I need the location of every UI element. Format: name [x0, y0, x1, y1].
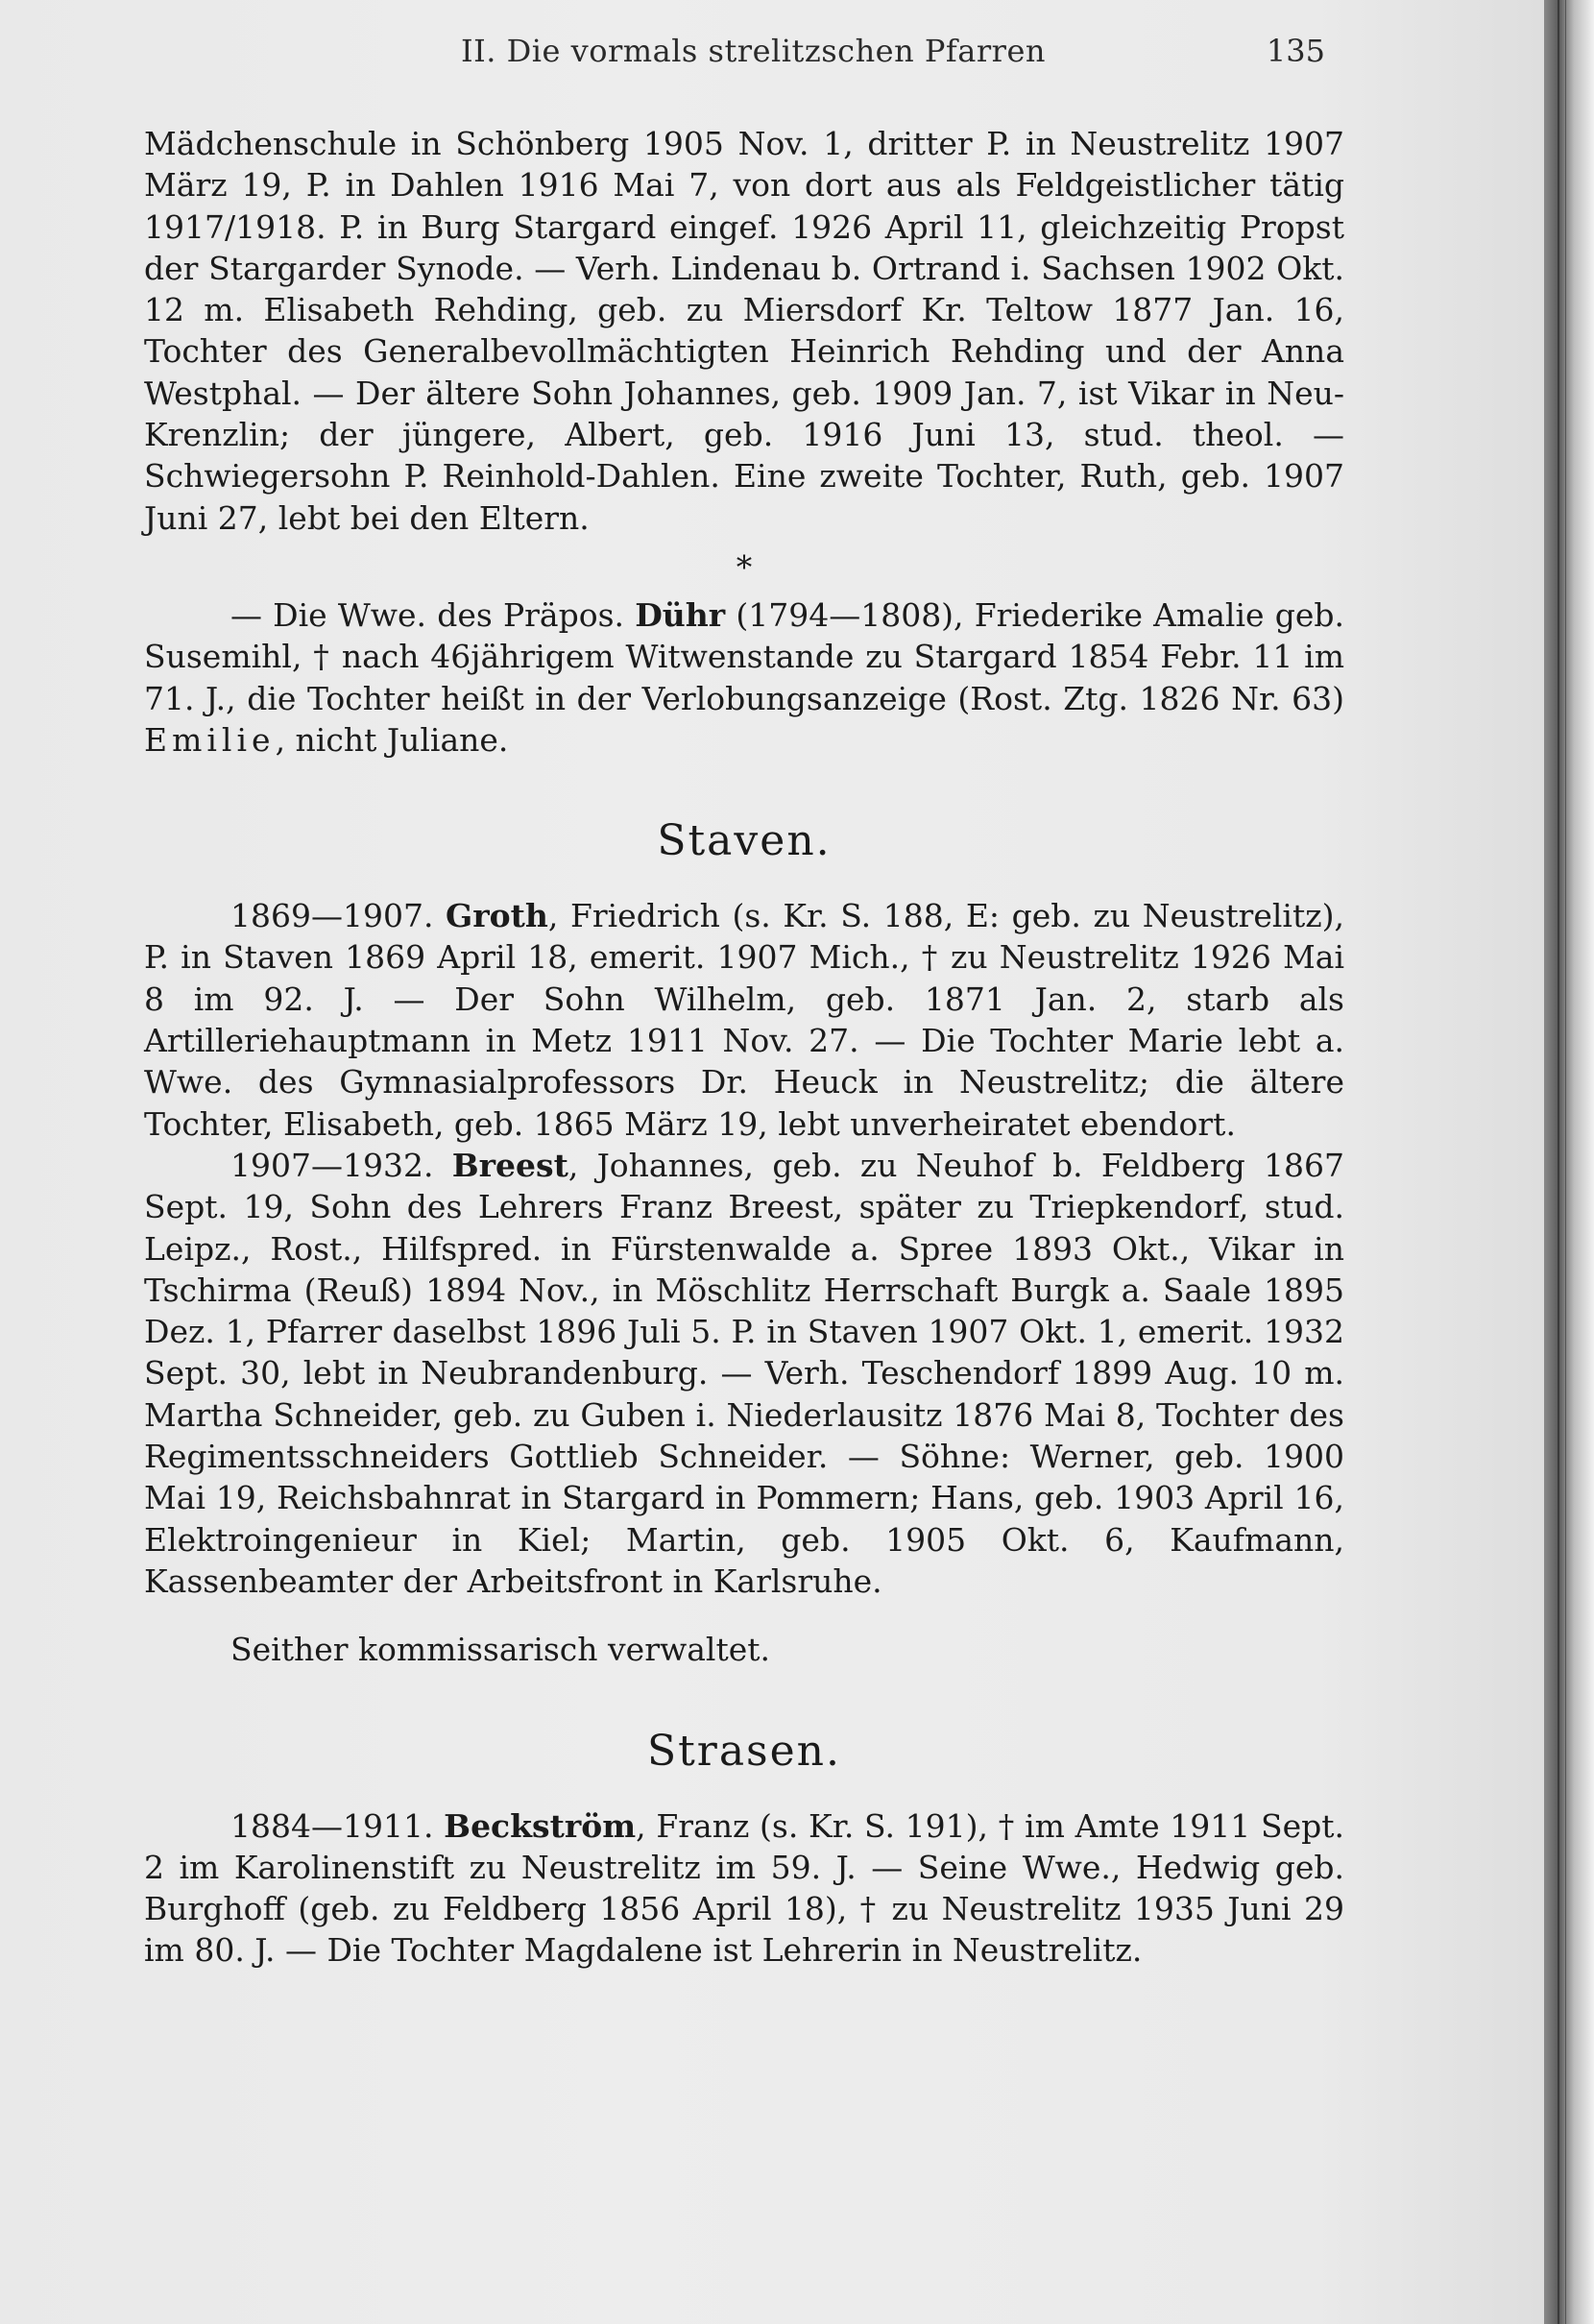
entry-name: Beckström	[444, 1806, 637, 1845]
entry-text: , Johannes, geb. zu Neuhof b. Feldberg 1867 Sept. 19, Sohn des Lehrers Franz Breest, später zu Triepkendorf, stud. Leipz., Rost., Hilfspred. in Fürstenwalde a. Spree 1893 Okt., Vikar in Tschirma (Reuß) 1894 Nov., in Möschlitz Herrschaft Burgk a. Saale 1895 Dez. 1, Pfarrer daselbst 1896 Juli 5. P. in Staven 1907 Okt. 1, emerit. 1932 Sept. 30, lebt in Neubrandenburg. — Verh. Teschendorf 1899 Aug. 10 m. Martha Schneider, geb. zu Guben i. Niederlausitz 1876 Mai 8, Tochter des Regimentsschneiders Gottlieb Schneider. — Söhne: Werner, geb. 1900 Mai 19, Reichsbahnrat in Stargard in Pommern; Hans, geb. 1903 April 16, Elektroingenieur in Kiel; Martin, geb. 1905 Okt. 6, Kaufmann, Kassenbeamter der Arbeitsfront in Karlsruhe.	[144, 1146, 1344, 1600]
note-tail: , nicht Juliane.	[275, 720, 509, 759]
note-name: Dühr	[635, 595, 726, 634]
page-body	[144, 123, 1344, 1972]
note-emphasis: Emilie	[144, 720, 276, 759]
intro-paragraph: Mädchenschule in Schönberg 1905 Nov. 1, dritter P. in Neustrelitz 1907 März 19, P. in Dahlen 1916 Mai 7, von dort aus als Feldgeistlicher tätig 1917/1918. P. in Burg Stargard eingef. 1926 April 11, gleichzeitig Propst der Stargarder Synode. — Verh. Lindenau b. Ortrand i. Sachsen 1902 Okt. 12 m. Elisabeth Rehding, geb. zu Miersdorf Kr. Teltow 1877 Jan. 16, Tochter des Generalbevollmächtigten Heinrich Rehding und der Anna Westphal. — Der ältere Sohn Johannes, geb. 1909 Jan. 7, ist Vikar in Neu-Krenzlin; der jüngere, Albert, geb. 1916 Juni 13, stud. theol. — Schwiegersohn P. Reinhold-Dahlen. Eine zweite Tochter, Ruth, geb. 1907 Juni 27, lebt bei den Eltern.	[144, 125, 1344, 537]
entry-groth	[144, 895, 1344, 1145]
entry-text: , Friedrich (s. Kr. S. 188, E: geb. zu Neustrelitz), P. in Staven 1869 April 18, emerit. 1907 Mich., † zu Neustrelitz 1926 Mai 8 im 92. J. — Der Sohn Wilhelm, geb. 1871 Jan. 2, starb als Artilleriehauptmann in Metz 1911 Nov. 27. — Die Tochter Marie lebt a. Wwe. des Gymnasialprofessors Dr. Heuck in Neustrelitz; die ältere Tochter, Elisabeth, geb. 1865 März 19, lebt unverheiratet ebendort.	[144, 897, 1344, 1143]
entry-name: Breest	[451, 1146, 568, 1184]
running-head	[461, 27, 1325, 75]
entry-beckstroem	[144, 1805, 1344, 1972]
entry-breest	[144, 1145, 1344, 1602]
section-separator: *	[736, 547, 753, 586]
note-paragraph	[144, 594, 1344, 761]
binding-line	[1565, 0, 1566, 2324]
running-head-title: II. Die vormals strelitzschen Pfarren	[461, 33, 1046, 69]
entry-years: 1907—1932.	[230, 1146, 452, 1184]
section-heading-strasen: Strasen.	[646, 1726, 842, 1776]
entry-text: , Franz (s. Kr. S. 191), † im Amte 1911 Sept. 2 im Karolinenstift zu Neustrelitz im 59. J. — Seine Wwe., Hedwig geb. Burghoff (geb. zu Feldberg 1856 April 18), † zu Neustrelitz 1935 Juni 29 im 80. J. — Die Tochter Magdalene ist Lehrerin in Neustrelitz.	[144, 1806, 1344, 1970]
note-rest: (1794—1808), Friederike Amalie geb. Susemihl, † nach 46jährigem Witwenstande zu Stargard 1854 Febr. 11 im 71. J., die Tochter heißt in der Verlobungsanzeige (Rost. Ztg. 1826 Nr. 63)	[144, 595, 1344, 717]
note-lead: — Die Wwe. des Präpos.	[230, 595, 636, 634]
section-heading-staven: Staven.	[657, 816, 832, 866]
page-edge	[1544, 0, 1594, 2324]
spacer	[144, 1602, 1344, 1629]
entry-years: 1869—1907.	[230, 897, 447, 935]
entry-years: 1884—1911.	[230, 1806, 445, 1845]
binding-line	[1558, 0, 1559, 2324]
page-number: 135	[1266, 33, 1325, 69]
closing-note: Seither kommissarisch verwaltet.	[230, 1631, 770, 1669]
entry-name: Groth	[446, 897, 548, 935]
